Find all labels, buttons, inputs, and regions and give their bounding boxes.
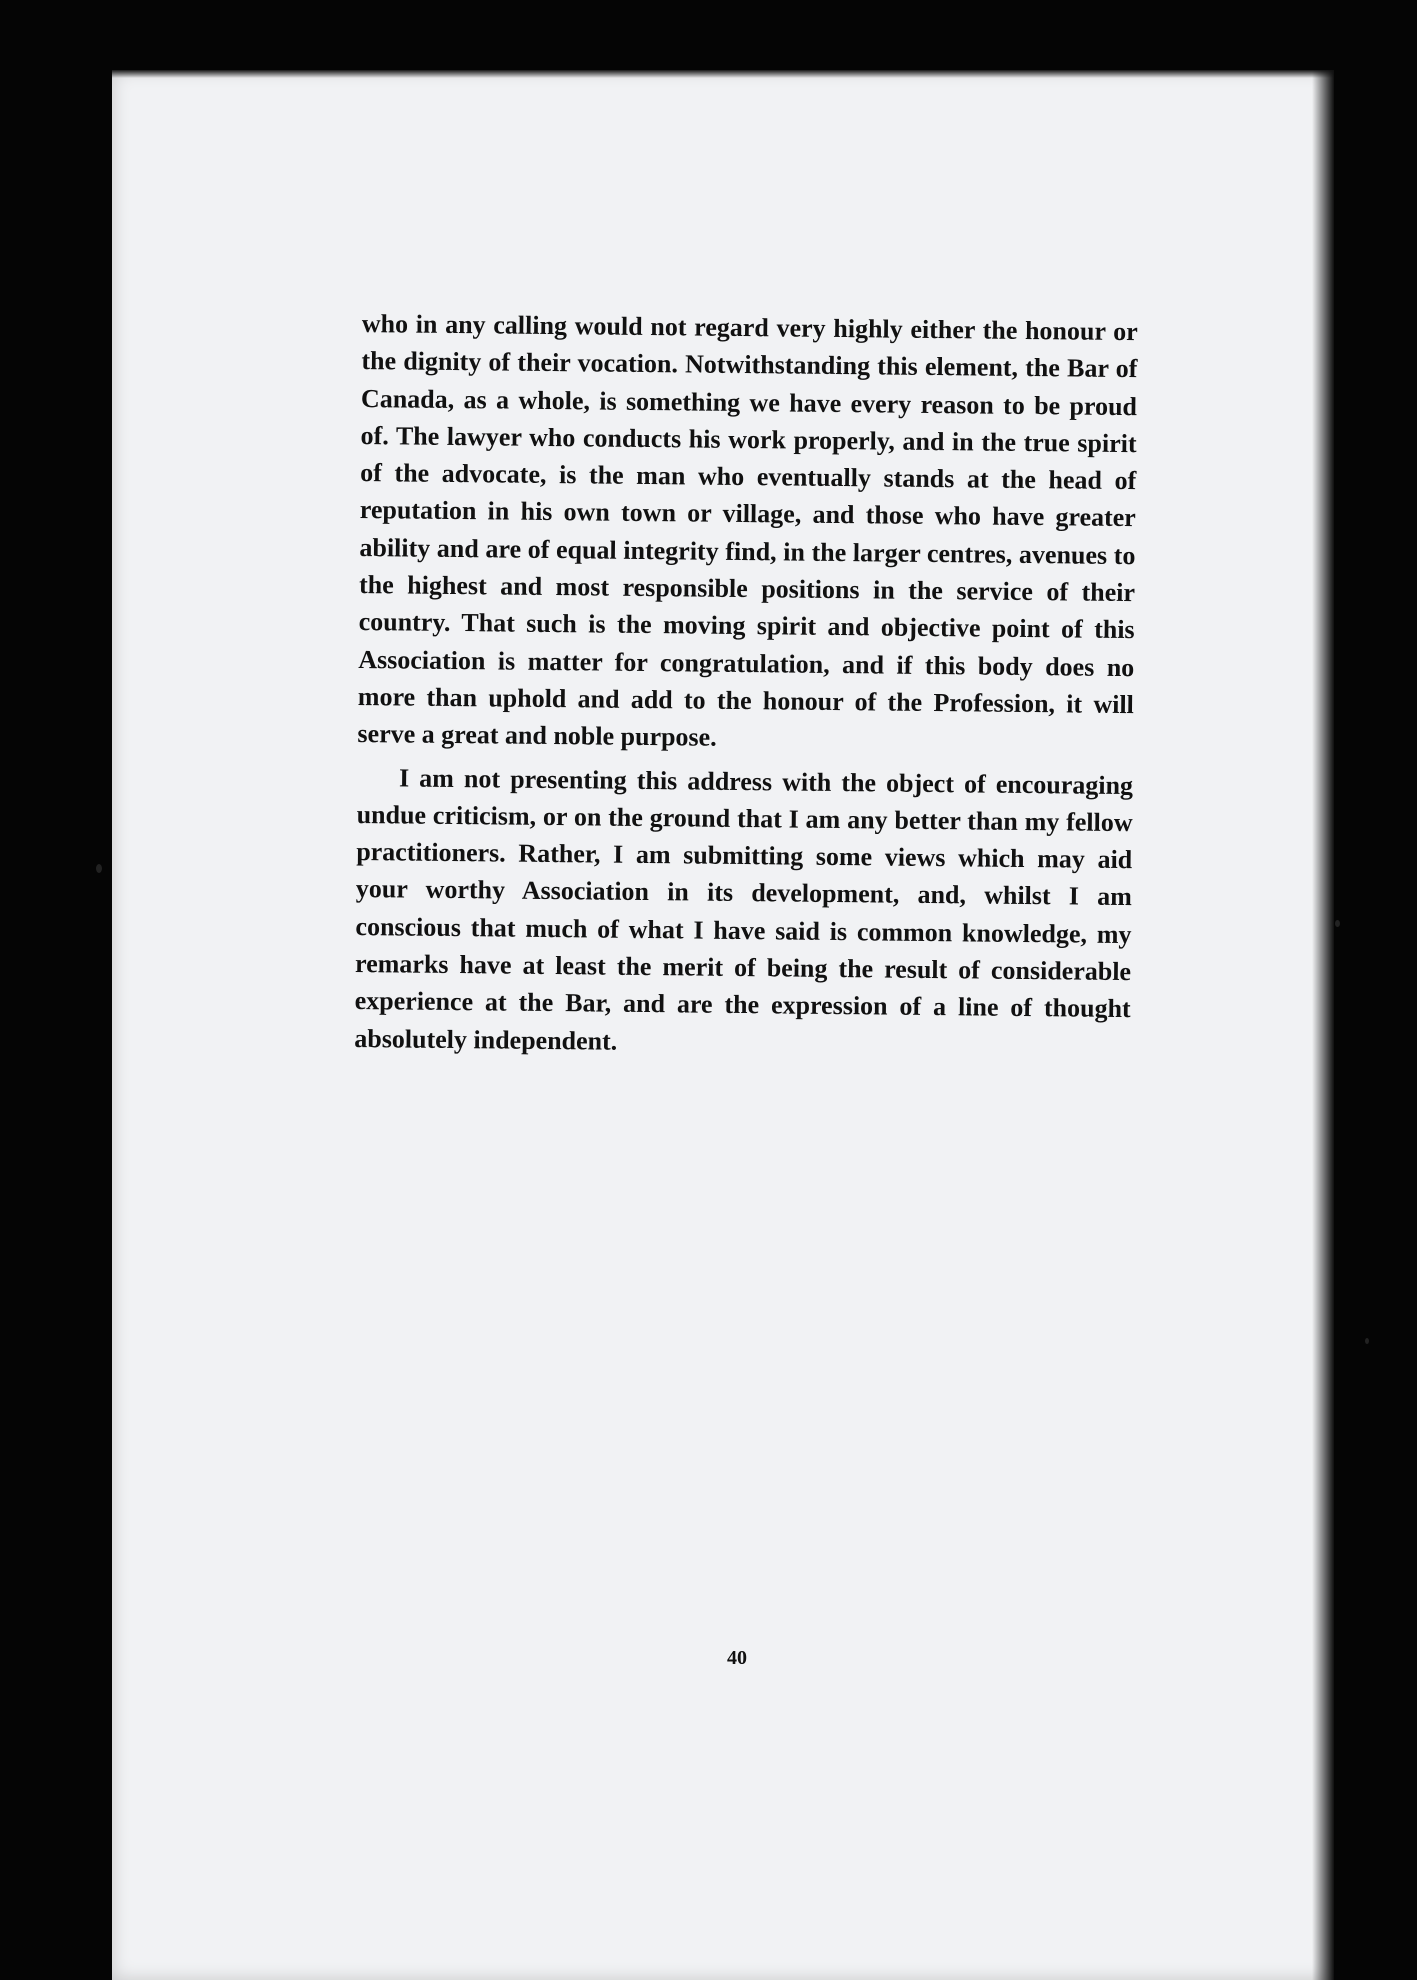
- paragraph-1: who in any calling would not regard very highly either the honour or the dignity of their vocation. Notwithstanding this element, the Bar of Canada, as a whole, is something we have every reason to be proud of. The lawyer who conducts his work properly, and in the true spirit of the advocate, is the man who eventually stands at the head of reputation in his own town or village, and those who have greater ability and are of equal integrity find, in the larger centres, avenues to the highest and most responsible positions in the service of their country. That such is the moving spirit and objective point of this Association is matter for congratulation, and if this body does no more than uphold and add to the honour of the Profession, it will serve a great and noble purpose.: [357, 308, 1138, 753]
- scan-speck: [96, 864, 102, 873]
- body-text: [354, 305, 1138, 1065]
- scan-speck: [1365, 1338, 1369, 1344]
- scan-speck: [1335, 920, 1340, 927]
- page-number: 40: [727, 1647, 747, 1669]
- paragraph-2: I am not presenting this address with the object of encouraging undue criticism, or on the ground that I am any better than my fellow practitioners. Rather, I am submitting some views which may aid your worthy Association in its development, and, whilst I am conscious that much of what I have said is common knowledge, my remarks have at least the merit of being the result of considerable experience at the Bar, and are the expression of a line of thought absolutely independent.: [354, 762, 1134, 1056]
- scanned-page: [112, 70, 1334, 1980]
